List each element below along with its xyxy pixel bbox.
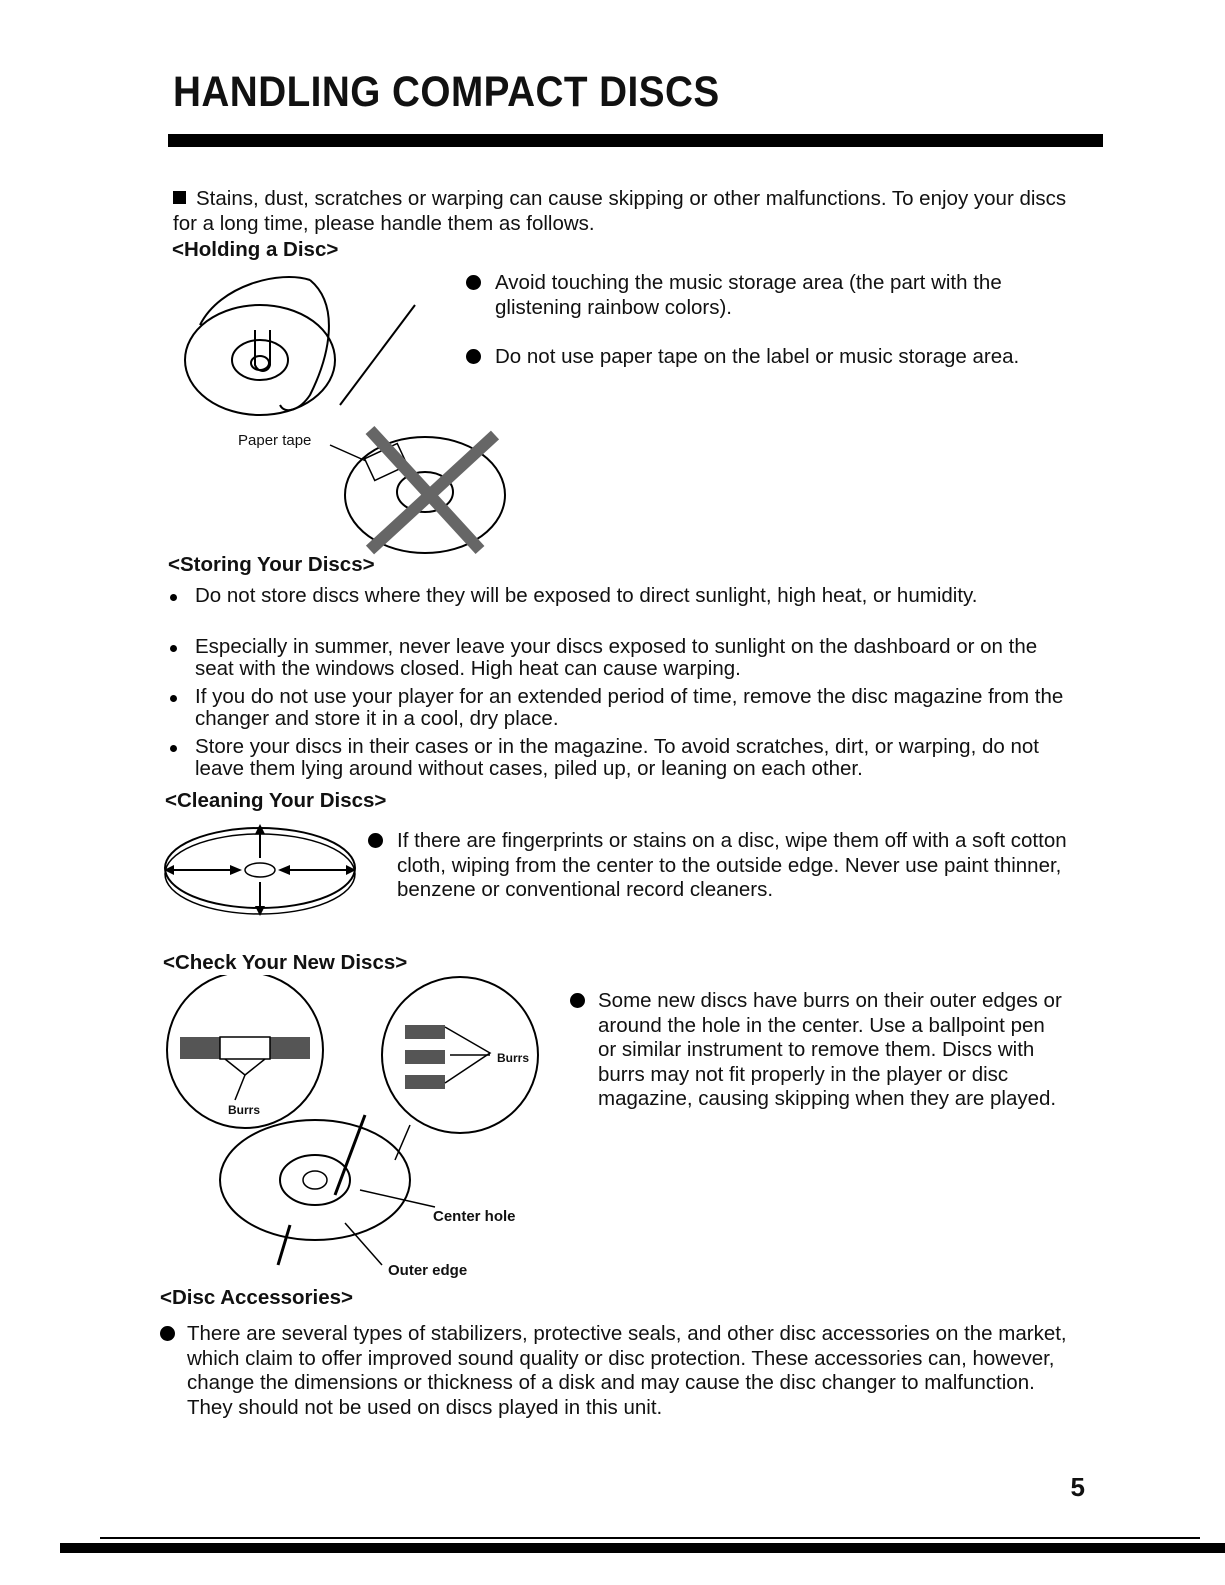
center-hole-label: Center hole <box>433 1208 516 1225</box>
accessories-heading: <Disc Accessories> <box>160 1286 353 1309</box>
square-bullet-icon <box>173 191 186 204</box>
check-heading: <Check Your New Discs> <box>163 951 408 974</box>
holding-bullet-1-text: Avoid touching the music storage area (the part with the glistening rainbow colors). <box>495 271 1002 319</box>
cleaning-disc-illustration <box>160 820 370 920</box>
bottom-rule <box>60 1543 1225 1553</box>
storing-bullet-1-text: Do not store discs where they will be exposed to direct sunlight, high heat, or humidity. <box>195 584 978 607</box>
holding-heading: <Holding a Disc> <box>172 238 339 261</box>
page-number: 5 <box>1070 1472 1085 1502</box>
page-title: HANDLING COMPACT DISCS <box>173 68 720 116</box>
check-discs-illustration <box>160 975 560 1275</box>
bullet-icon <box>170 645 177 652</box>
bullet-icon <box>570 993 585 1008</box>
accessories-text: There are several types of stabilizers, protective seals, and other disc accessories on the market, which claim to offer improved sound quality or disc protection. These accessories can, however, change the dimensions or thickness of a disk and may cause the disc changer to malfunction. They should not be used on discs played in this unit. <box>187 1322 1067 1419</box>
bullet-icon <box>160 1326 175 1341</box>
storing-bullet-2-text: Especially in summer, never leave your discs exposed to sunlight on the dashboard or on the seat with the windows closed. High heat can cause warping. <box>195 635 1038 680</box>
bullet-icon <box>466 275 481 290</box>
bullet-icon <box>368 833 383 848</box>
outer-edge-label: Outer edge <box>388 1262 468 1279</box>
cleaning-heading: <Cleaning Your Discs> <box>165 789 387 812</box>
cleaning-text: If there are fingerprints or stains on a disc, wipe them off with a soft cotton cloth, wiping from the center to the outside edge. Never use paint thinner, benzene or conventional record cleaners. <box>397 829 1067 901</box>
storing-bullet-3-text: If you do not use your player for an extended period of time, remove the disc magazine from the changer and store it in a cool, dry place. <box>195 685 1064 730</box>
bottom-thin-rule <box>100 1537 1200 1539</box>
holding-bullet-2-text: Do not use paper tape on the label or music storage area. <box>495 345 1020 368</box>
bullet-icon <box>466 349 481 364</box>
bullet-icon <box>170 594 177 601</box>
bullet-icon <box>170 695 177 702</box>
holding-disc-illustration <box>180 265 440 445</box>
check-text: Some new discs have burrs on their outer edges or around the hole in the center. Use a ballpoint pen or similar instrument to remove them. Discs with burrs may not fit properly in the player or disc magazine, causing skipping when they are played. <box>598 989 1062 1110</box>
title-rule <box>168 134 1103 147</box>
burrs-label-right: Burrs <box>497 1051 530 1065</box>
storing-heading: <Storing Your Discs> <box>168 553 375 576</box>
intro-paragraph <box>173 187 1073 236</box>
storing-bullet-4-text: Store your discs in their cases or in the magazine. To avoid scratches, dirt, or warping, do not leave them lying around without cases, piled up, or leaning on each other. <box>195 735 1039 780</box>
intro-text: Stains, dust, scratches or warping can cause skipping or other malfunctions. To enjoy your discs for a long time, please handle them as follows. <box>173 187 1067 235</box>
paper-tape-disc-illustration <box>320 420 520 560</box>
paper-tape-label: Paper tape <box>238 432 312 449</box>
burrs-label-left: Burrs <box>228 1103 261 1117</box>
bullet-icon <box>170 745 177 752</box>
